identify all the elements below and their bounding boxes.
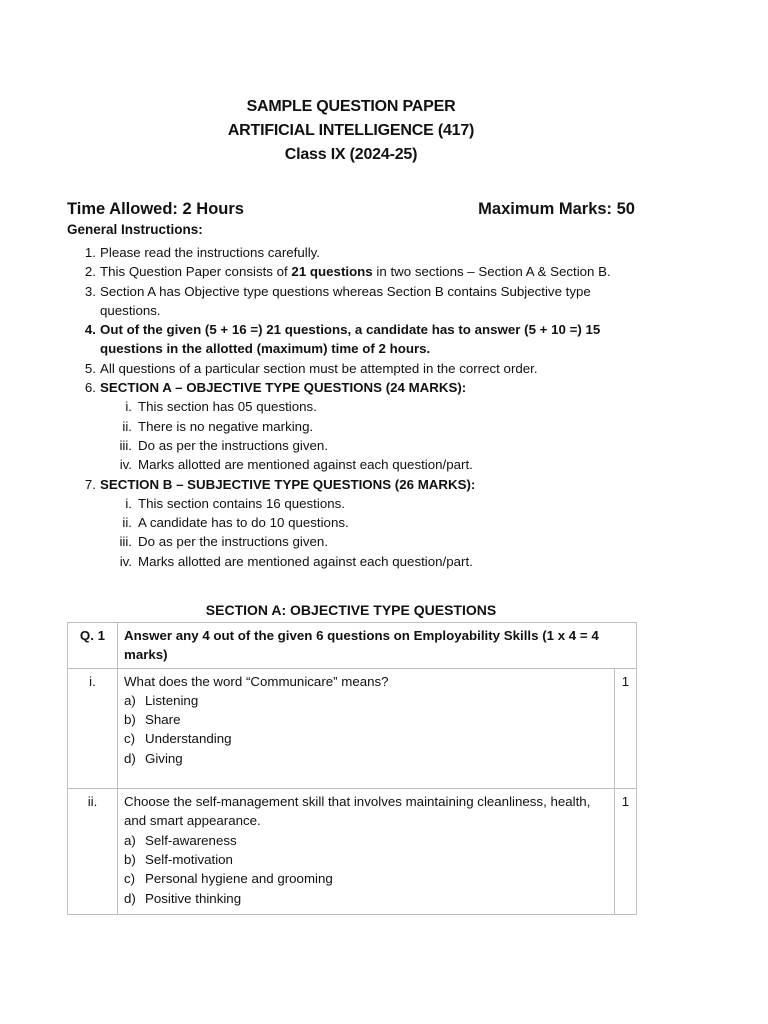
sub-instruction-item: [100, 494, 640, 513]
section-a-question-table: [67, 622, 637, 915]
question-part-body: [118, 789, 615, 915]
question-instruction: Answer any 4 out of the given 6 questions on Employability Skills (1 x 4 = 4 marks): [118, 623, 637, 669]
option-text: Personal hygiene and grooming: [145, 871, 333, 887]
option-text: Share: [145, 712, 181, 728]
sub-instruction-item: [100, 417, 640, 436]
instruction-item: [80, 378, 640, 474]
paper-title: SAMPLE QUESTION PAPER: [246, 98, 456, 115]
instruction-text: Please read the instructions carefully.: [100, 245, 321, 260]
sub-instruction-text: Marks allotted are mentioned against each question/part.: [138, 457, 473, 473]
section-a-instruction-sublist: [100, 397, 640, 474]
question-text: Choose the self-management skill that involves maintaining cleanliness, health, and smart appearance.: [124, 794, 591, 829]
option-item: [124, 749, 608, 768]
section-b-instruction-sublist: [100, 494, 640, 571]
option-item: [124, 831, 608, 850]
question-part-row: [68, 668, 637, 788]
option-item: [124, 869, 608, 888]
section-a-heading: SECTION A: OBJECTIVE TYPE QUESTIONS: [205, 602, 497, 618]
option-text: Self-awareness: [145, 832, 237, 848]
instruction-number: 2.: [84, 264, 96, 280]
time-allowed: Time Allowed: 2 Hours: [67, 200, 244, 218]
option-letter: b): [124, 712, 136, 728]
sub-instruction-item: [100, 552, 640, 571]
option-text: Giving: [145, 750, 183, 766]
sub-instruction-text: There is no negative marking.: [138, 418, 314, 434]
question-text: What does the word “Communicare” means?: [124, 673, 389, 689]
part-number: ii.: [68, 789, 118, 915]
instruction-text: Out of the given (5 + 16 =) 21 questions, a candidate has to answer (5 + 10 =) 15 questions in the allotted (maximum) time of 2 hours.: [100, 322, 601, 357]
instruction-number: 3.: [84, 283, 96, 299]
instruction-number: 4.: [84, 322, 96, 338]
instruction-text: All questions of a particular section must be attempted in the correct order.: [100, 360, 538, 376]
sub-instruction-number: iv.: [119, 457, 132, 473]
paper-meta-row: [67, 198, 635, 220]
paper-title-block: [0, 95, 702, 167]
option-letter: b): [124, 851, 136, 867]
sub-instruction-text: Do as per the instructions given.: [138, 437, 328, 453]
sub-instruction-number: ii.: [122, 418, 132, 434]
option-item: [124, 729, 608, 748]
sub-instruction-number: iv.: [119, 553, 132, 569]
sub-instruction-text: This section contains 16 questions.: [138, 495, 345, 511]
general-instructions-list: [80, 243, 640, 571]
instruction-number: 6.: [84, 380, 96, 396]
instruction-item: [80, 475, 640, 571]
instruction-text: This Question Paper consists of 21 questions in two sections – Section A & Section B.: [100, 264, 611, 280]
part-number: i.: [68, 668, 118, 788]
question-number: Q. 1: [68, 623, 118, 669]
option-text: Listening: [145, 692, 199, 708]
instruction-item: [80, 359, 640, 378]
instruction-item: [80, 282, 640, 321]
question-header-row: [68, 623, 637, 669]
section-b-instruction-heading: SECTION B – SUBJECTIVE TYPE QUESTIONS (26 MARKS):: [100, 476, 476, 492]
marks-value: 1: [615, 789, 637, 915]
option-text: Self-motivation: [145, 851, 233, 867]
option-letter: a): [124, 692, 136, 708]
question-part-row: [68, 789, 637, 915]
instruction-number: 7.: [84, 476, 96, 492]
option-letter: d): [124, 750, 136, 766]
option-item: [124, 850, 608, 869]
maximum-marks: Maximum Marks: 50: [478, 200, 635, 218]
sub-instruction-number: iii.: [119, 437, 132, 453]
sub-instruction-item: [100, 455, 640, 474]
option-item: [124, 710, 608, 729]
instruction-item: [80, 262, 640, 281]
option-text: Understanding: [145, 731, 232, 747]
subject-title: ARTIFICIAL INTELLIGENCE (417): [227, 122, 475, 139]
option-item: [124, 889, 608, 908]
option-letter: d): [124, 890, 136, 906]
option-letter: a): [124, 832, 136, 848]
option-letter: c): [124, 871, 136, 887]
sub-instruction-item: [100, 513, 640, 532]
sub-instruction-text: Do as per the instructions given.: [138, 534, 328, 550]
class-title: Class IX (2024-25): [284, 146, 418, 163]
sub-instruction-number: iii.: [119, 534, 132, 550]
instruction-text: Section A has Objective type questions whereas Section B contains Subjective type questions.: [100, 283, 591, 318]
option-text: Positive thinking: [145, 890, 242, 906]
sub-instruction-number: ii.: [122, 515, 132, 531]
instruction-item: [80, 243, 640, 262]
sub-instruction-item: [100, 397, 640, 416]
sub-instruction-item: [100, 436, 640, 455]
instruction-item: [80, 320, 640, 359]
sub-instruction-number: i.: [125, 399, 132, 415]
general-instructions-heading: General Instructions:: [67, 222, 203, 237]
sub-instruction-text: A candidate has to do 10 questions.: [138, 515, 349, 531]
sub-instruction-text: Marks allotted are mentioned against each question/part.: [138, 553, 473, 569]
option-item: [124, 691, 608, 710]
sub-instruction-number: i.: [125, 495, 132, 511]
option-letter: c): [124, 731, 136, 747]
sub-instruction-text: This section has 05 questions.: [138, 399, 317, 415]
sub-instruction-item: [100, 532, 640, 551]
instruction-number: 5.: [84, 360, 96, 376]
marks-value: 1: [615, 668, 637, 788]
section-a-instruction-heading: SECTION A – OBJECTIVE TYPE QUESTIONS (24 MARKS):: [100, 380, 467, 396]
question-part-body: [118, 668, 615, 788]
instruction-number: 1.: [84, 245, 96, 260]
instruction-bold-text: 21 questions: [291, 264, 373, 280]
